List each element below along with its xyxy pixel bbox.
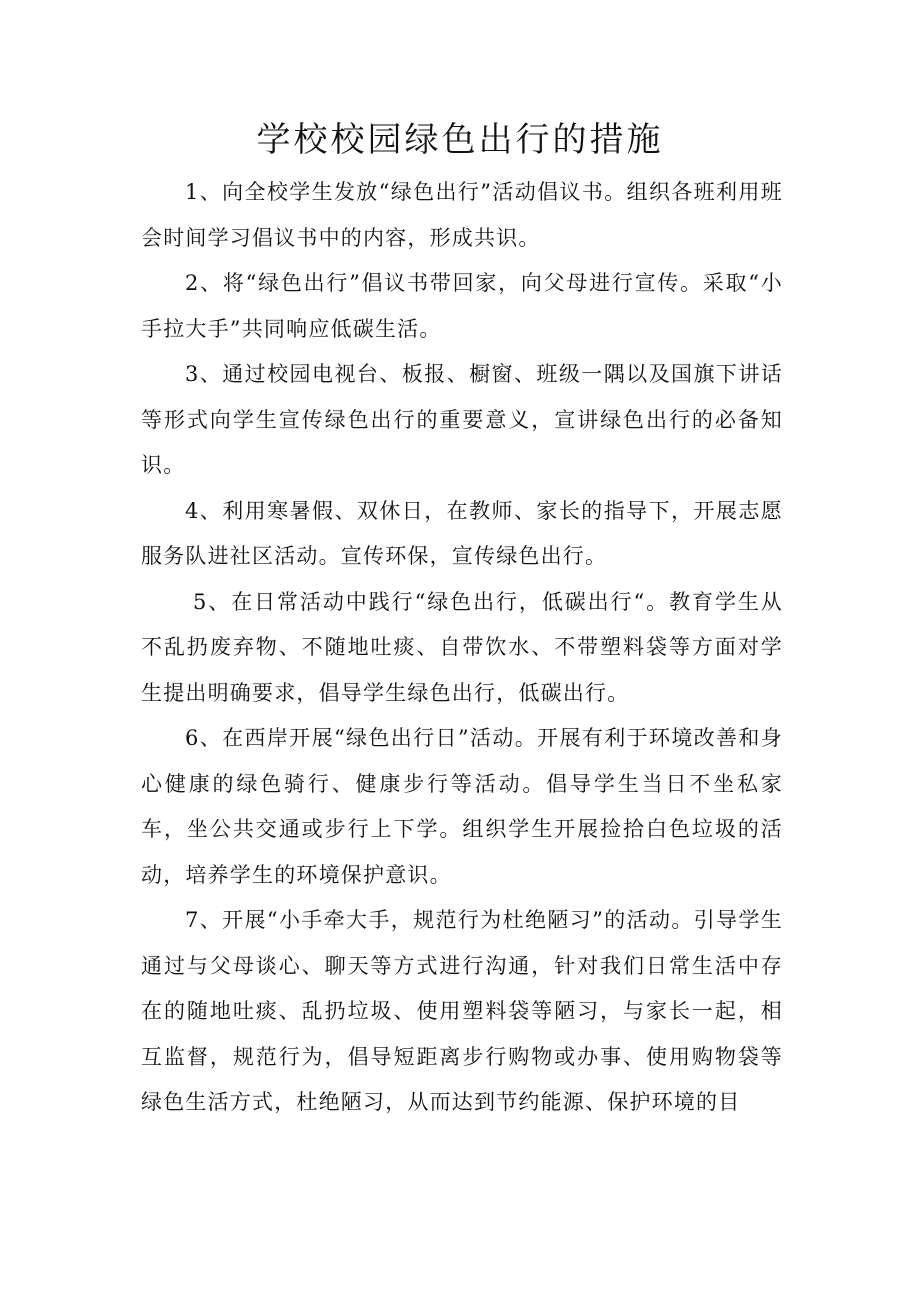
document-body (141, 170, 783, 1126)
paragraph-3: 3、通过校园电视台、板报、橱窗、班级一隅以及国旗下讲话等形式向学生宣传绿色出行的重要意义，宣讲绿色出行的必备知识。 (141, 362, 783, 477)
paragraph-4: 4、利用寒暑假、双休日，在教师、家长的指导下，开展志愿服务队进社区活动。宣传环保，宣传绿色出行。 (141, 498, 783, 568)
paragraph-5: 5、在日常活动中践行“绿色出行，低碳出行“。教育学生从不乱扔废弃物、不随地吐痰、自带饮水、不带塑料袋等方面对学生提出明确要求，倡导学生绿色出行，低碳出行。 (141, 589, 783, 705)
paragraph-7: 7、开展“小手牵大手，规范行为杜绝陋习”的活动。引导学生通过与父母谈心、聊天等方式进行沟通，针对我们日常生活中存在的随地吐痰、乱扔垃圾、使用塑料袋等陋习，与家长一起，相互监督，规范行为，倡导短距离步行购物或办事、使用购物袋等绿色生活方式，杜绝陋习，从而达到节约能源、保护环境的目 (141, 908, 783, 1114)
paragraph-1: 1、向全校学生发放“绿色出行”活动倡议书。组织各班利用班会时间学习倡议书中的内容，形成共识。 (141, 180, 783, 250)
document-title: 学校校园绿色出行的措施 (256, 120, 664, 160)
paragraph-6: 6、在西岸开展“绿色出行日”活动。开展有利于环境改善和身心健康的绿色骑行、健康步行等活动。倡导学生当日不坐私家车，坐公共交通或步行上下学。组织学生开展捡拾白色垃圾的活动，培养学生的环境保护意识。 (141, 726, 783, 887)
paragraph-2: 2、将“绿色出行”倡议书带回家，向父母进行宣传。采取“小手拉大手”共同响应低碳生活。 (141, 271, 783, 341)
